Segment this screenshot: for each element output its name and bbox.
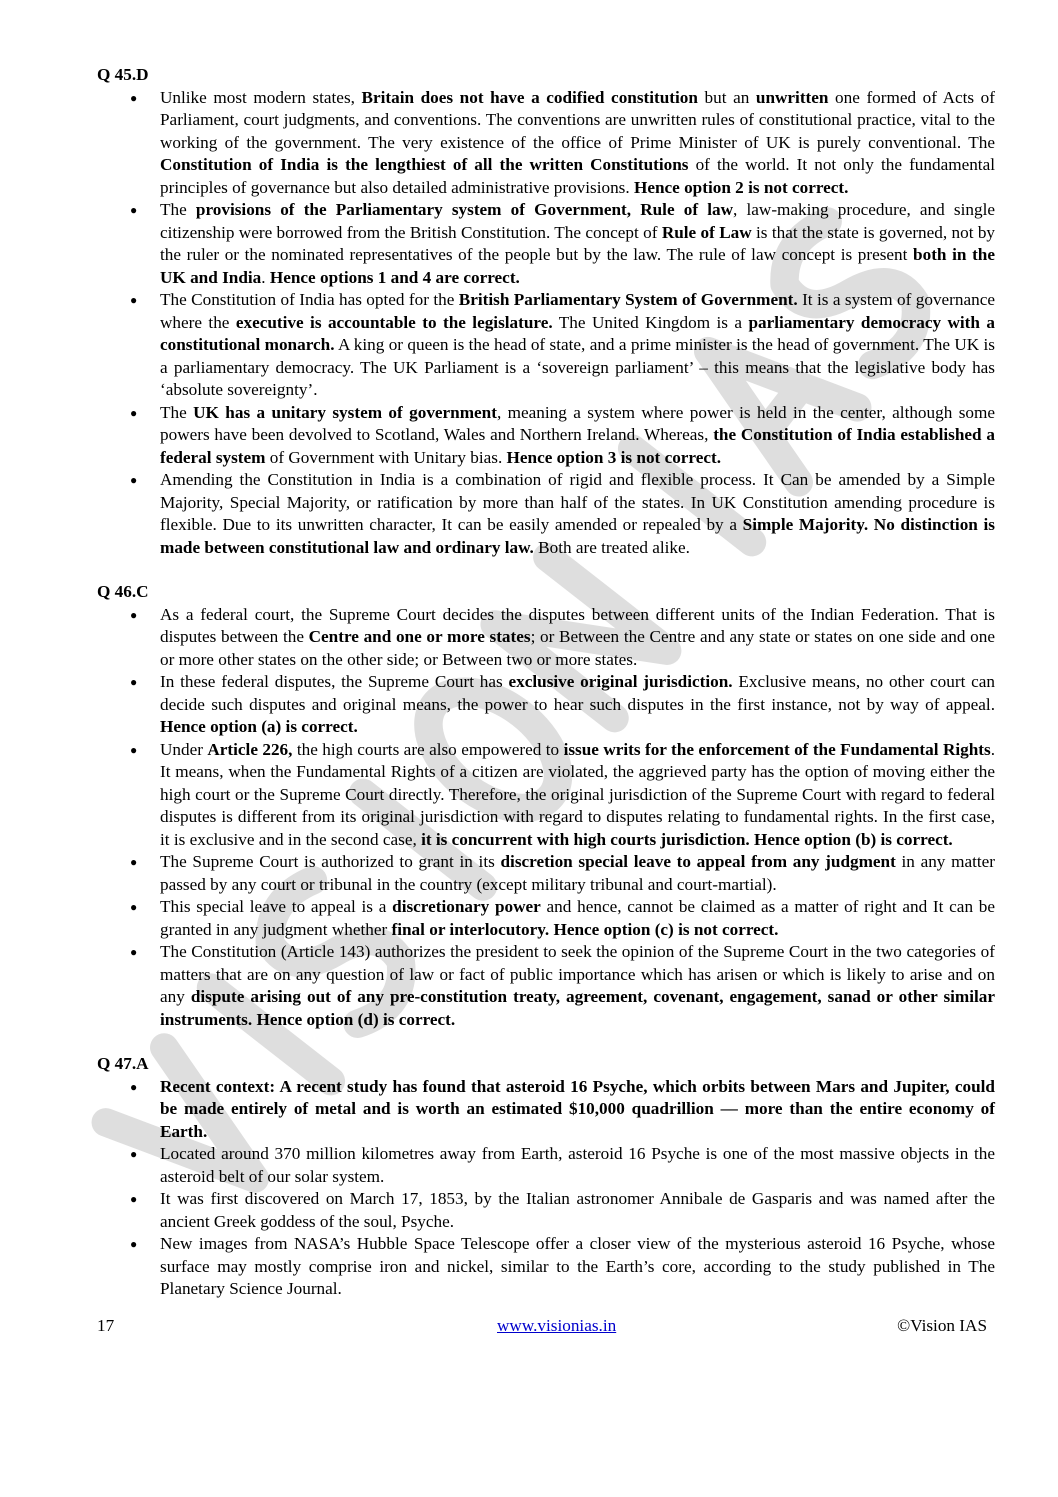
bullet-icon: ● (130, 1147, 138, 1161)
text: but an (697, 87, 756, 107)
bold-text: final or interlocutory. Hence option (c) is not correct. (391, 919, 779, 939)
question-heading: Q 47.A (97, 1054, 149, 1073)
text: It was first discovered on March 17, 1853, by the Italian astronomer Annibale de Gasparis and was named after the ancient Greek goddess of the soul, Psyche. (160, 1189, 995, 1231)
list-item (97, 896, 995, 941)
text: It is a system of governance where the (160, 290, 995, 332)
list-item (97, 469, 995, 559)
text: The Constitution (Article 143) authorizes the president to seek the opinion of the Supreme Court in the two categories of matters that are on any question of law or fact of public importance which has arisen or which is likely to arise and on any (160, 942, 995, 1006)
bullet-icon: ● (130, 203, 138, 217)
text: Located around 370 million kilometres away from Earth, asteroid 16 Psyche is one of the most massive objects in the asteroid belt of our solar system. (160, 1144, 995, 1186)
text: This special leave to appeal is a (160, 897, 393, 916)
question-section (97, 1053, 995, 1301)
text: The (160, 402, 194, 422)
bold-text: unwritten (755, 87, 829, 107)
list-item (97, 87, 995, 200)
list-item (97, 289, 995, 402)
page-footer (97, 1315, 987, 1339)
text: Unlike most modern states, (160, 87, 362, 107)
bullet-list (97, 604, 995, 1032)
question-section (97, 581, 995, 1031)
text: Exclusive means, no other court can decide such disputes and original means, the power to hear such disputes in the first instance, not by way of appeal. (160, 672, 996, 714)
bold-text: provisions of the Parliamentary system of Government, Rule of law (195, 200, 734, 219)
bullet-icon: ● (130, 90, 138, 105)
bold-text: both in the UK and India (160, 245, 995, 287)
bold-text: Centre and one or more states (308, 627, 531, 646)
question-heading: Q 46.C (97, 582, 149, 601)
bullet-icon: ● (130, 405, 138, 420)
text: is that the state is governed, not by the ruler or the nominated representatives of the people but by the law. The rule of law concept is present (160, 222, 996, 264)
bullet-icon: ● (130, 293, 138, 307)
text: one formed of Acts of Parliament, court judgments, and conventions. The conventions are unwritten rules of constitutional practice, vital to the working of the government. The very existence of the office of Prime Minister of UK is purely conventional. The (160, 87, 995, 152)
bold-text: discretion special leave to appeal from any judgment (500, 852, 896, 871)
bold-text: Hence option 3 is not correct. (506, 447, 722, 467)
bold-text: Simple Majority. No distinction is made between constitutional law and ordinary law. (160, 515, 995, 557)
list-item (97, 1188, 995, 1233)
bold-text: discretionary power (392, 897, 541, 916)
list-item (97, 1143, 995, 1188)
text: in any matter passed by any court or tribunal in the country (except military tribunal and court-martial). (160, 852, 995, 894)
bold-text: Article 226, (207, 739, 293, 759)
text: and hence, cannot be claimed as a matter of right and It can be granted in any judgment whether (160, 897, 996, 939)
bold-text: executive is accountable to the legislature. (235, 312, 553, 332)
bold-text: the Constitution of India established a federal system (160, 425, 995, 467)
text: . It means, when the Fundamental Rights of a citizen are violated, the aggrieved party has the option of moving either the high court or the Supreme Court directly. Therefore, the original jurisdiction of the Supreme Court with regard to federal disputes is different from its original jurisdiction with regard to disputes relating to fundamental rights. In the first case, it is exclusive and in the second case, (160, 739, 995, 849)
bullet-icon: ● (130, 855, 138, 869)
bold-text: Recent context: A recent study has found that asteroid 16 Psyche, which orbits between Mars and Jupiter, could be made entirely of metal and is worth an estimated $10,000 quadrillion — more than the entire economy of Earth. (160, 1076, 995, 1141)
bold-text: Hence options 1 and 4 are correct. (269, 267, 520, 287)
bullet-icon: ● (130, 1237, 138, 1251)
text: The United Kingdom is a (552, 312, 749, 332)
text: As a federal court, the Supreme Court decides the disputes between different units of the Indian Federation. That is disputes between the (160, 604, 995, 646)
list-item (97, 199, 995, 289)
text: A king or queen is the head of state, and a prime minister is the head of government. The UK is a parliamentary democracy. The UK Parliament is a ‘sovereign parliament’ – this means that the legislative body has ‘absolute sovereignty’. (160, 335, 995, 399)
text: The Supreme Court is authorized to grant in its (160, 852, 501, 871)
bullet-icon: ● (130, 900, 138, 914)
copyright: ©Vision IAS (897, 1315, 987, 1335)
text: of Government with Unitary bias. (265, 447, 507, 467)
text: New images from NASA’s Hubble Space Telescope offer a closer view of the mysterious asteroid 16 Psyche, whose surface may mostly comprise iron and nickel, similar to the Earth’s core, according to the study published in The Planetary Science Journal. (160, 1234, 995, 1298)
bullet-icon: ● (130, 1079, 138, 1094)
bold-text: Rule of Law (661, 222, 752, 242)
bold-text: issue writs for the enforcement of the Fundamental Rights (563, 739, 991, 759)
text: Amending the Constitution in India is a combination of rigid and flexible process. It Can be amended by a Simple Majority, Special Majority, or ratification by more than half of the states. In UK Constitution amending procedure is flexible. Due to its unwritten character, It can be easily amended or repealed by a (160, 470, 995, 534)
bold-text: Hence option (a) is correct. (160, 717, 358, 736)
bullet-icon: ● (130, 1192, 138, 1206)
text: of the world. It not only the fundamental principles of governance but also detailed administrative provisions. (160, 155, 995, 197)
bullet-icon: ● (130, 742, 138, 757)
bullet-icon: ● (130, 945, 138, 959)
list-item (97, 941, 995, 1031)
text: , meaning a system where power is held in the center, although some powers have been devolved to Scotland, Wales and Northern Ireland. Whereas, (160, 402, 995, 444)
bullet-list (97, 1076, 995, 1301)
bullet-list (97, 87, 995, 560)
bold-text: British Parliamentary System of Government. (458, 290, 798, 309)
bold-text: Britain does not have a codified constitution (361, 87, 698, 107)
text: Both are treated alike. (533, 537, 690, 557)
bullet-icon: ● (130, 473, 138, 487)
list-item (97, 402, 995, 470)
list-item (97, 1233, 995, 1301)
bold-text: UK has a unitary system of government (193, 402, 497, 422)
answer-explanations (97, 64, 995, 1301)
text: . (261, 267, 270, 287)
list-item (97, 604, 995, 672)
page-number: 17 (97, 1315, 115, 1335)
text: Under (160, 739, 208, 759)
list-item (97, 851, 995, 896)
list-item (97, 1076, 995, 1144)
bold-text: Constitution of India is the lengthiest of all the written Constitutions (160, 155, 689, 174)
text: The Constitution of India has opted for the (160, 290, 459, 309)
bold-text: exclusive original jurisdiction. (508, 672, 733, 691)
bullet-icon: ● (130, 607, 138, 622)
list-item (97, 739, 995, 852)
website-link[interactable]: www.visionias.in (497, 1315, 617, 1335)
text: In these federal disputes, the Supreme Court has (160, 672, 509, 691)
list-item (97, 671, 995, 739)
question-heading: Q 45.D (97, 65, 149, 84)
text: the high courts are also empowered to (292, 739, 564, 759)
text: ; or Between the Centre and any state or states on one side and one or more other states on the other side; or Between two or more states. (160, 627, 995, 669)
bullet-icon: ● (130, 675, 138, 689)
text: The (160, 200, 196, 219)
bold-text: parliamentary democracy with a constitutional monarch. (160, 312, 995, 354)
bold-text: dispute arising out of any pre-constitution treaty, agreement, covenant, engagement, sanad or other similar instruments. Hence option (d) is correct. (160, 987, 995, 1029)
question-section (97, 64, 995, 559)
bold-text: it is concurrent with high courts jurisdiction. Hence option (b) is correct. (421, 829, 953, 849)
bold-text: Hence option 2 is not correct. (633, 177, 849, 197)
text: , law-making procedure, and single citizenship were borrowed from the British Constitution. The concept of (160, 200, 995, 242)
